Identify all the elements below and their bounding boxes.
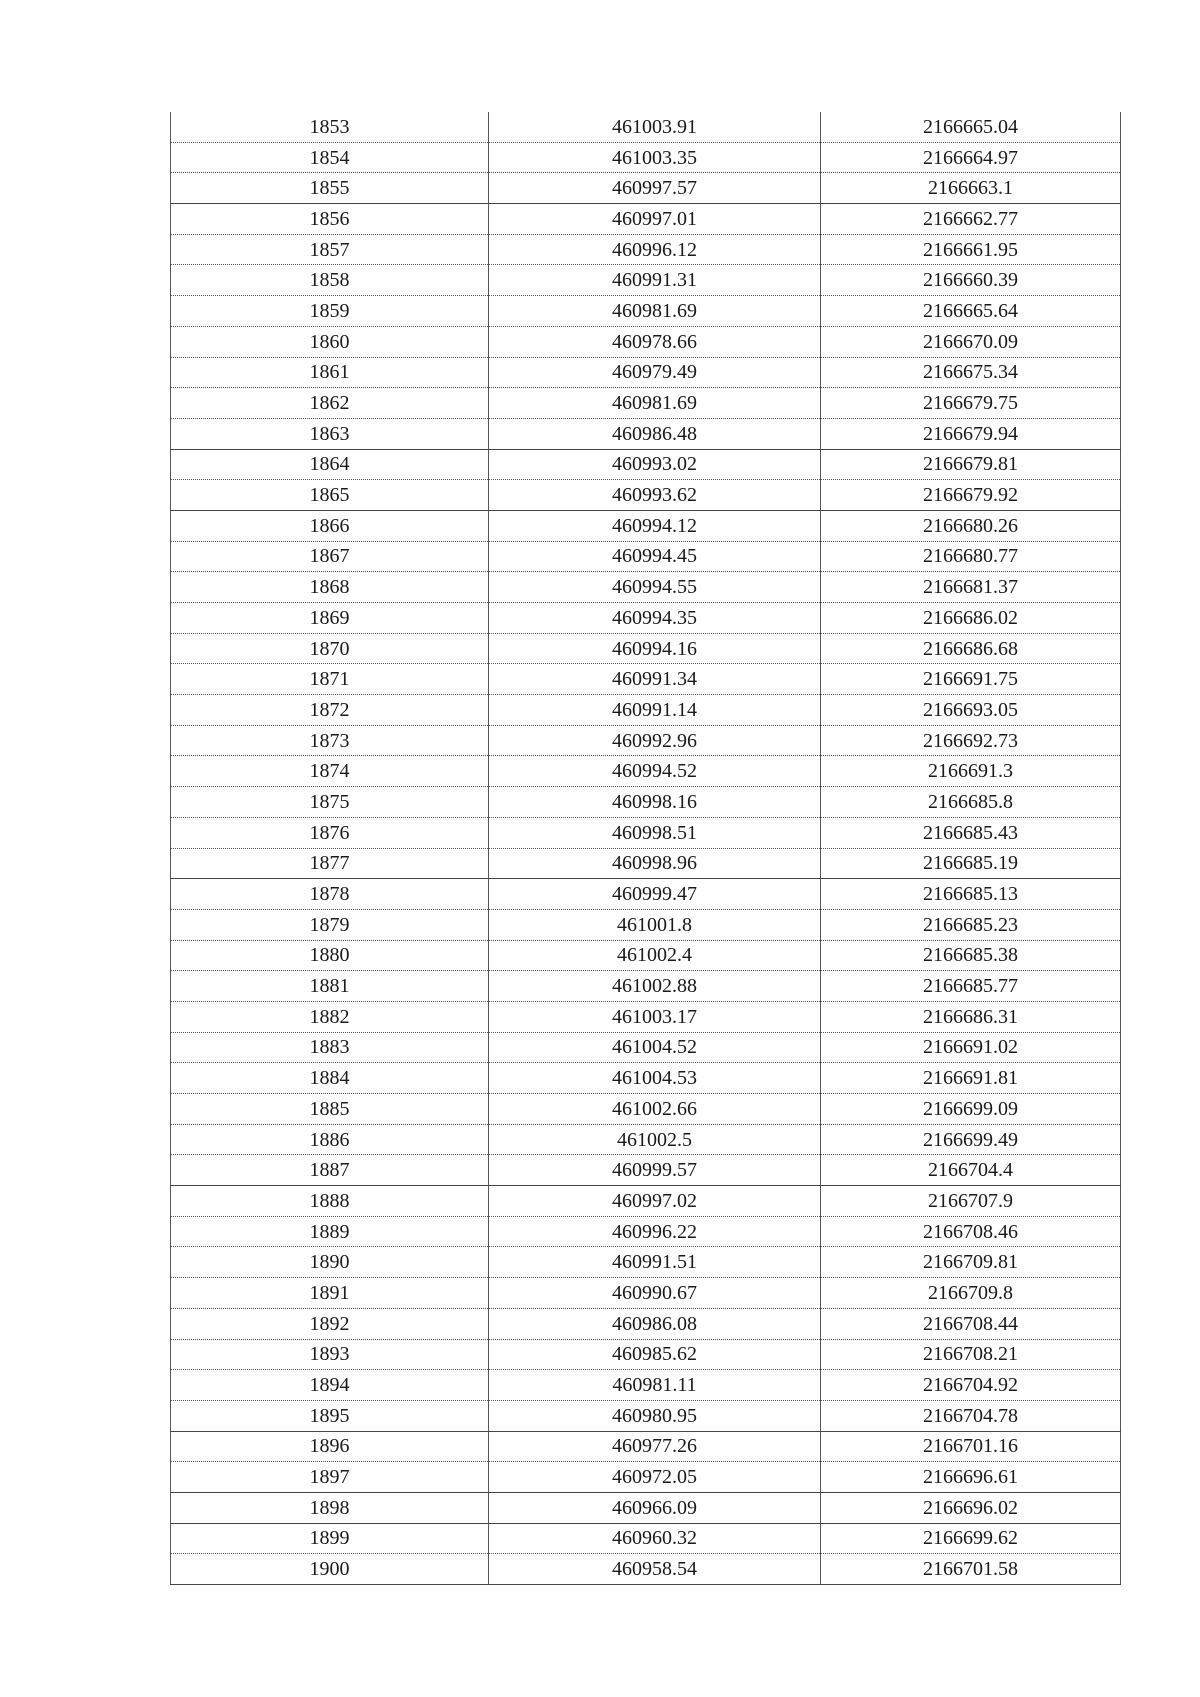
point-number-cell: 1870 [171,633,489,664]
point-number-cell: 1895 [171,1400,489,1431]
point-number-cell: 1891 [171,1278,489,1309]
table-row [171,234,1121,265]
table-row [171,1247,1121,1278]
table-row [171,1155,1121,1186]
x-coordinate-cell: 460985.62 [489,1339,821,1370]
y-coordinate-cell: 2166691.02 [821,1032,1121,1063]
x-coordinate-cell: 460999.47 [489,879,821,910]
table-row [171,265,1121,296]
coordinates-table [170,112,1121,1585]
point-number-cell: 1896 [171,1431,489,1462]
x-coordinate-cell: 460993.62 [489,480,821,511]
x-coordinate-cell: 461004.53 [489,1063,821,1094]
x-coordinate-cell: 460997.02 [489,1186,821,1217]
x-coordinate-cell: 460966.09 [489,1492,821,1523]
point-number-cell: 1860 [171,326,489,357]
point-number-cell: 1881 [171,971,489,1002]
y-coordinate-cell: 2166663.1 [821,173,1121,204]
point-number-cell: 1888 [171,1186,489,1217]
x-coordinate-cell: 460980.95 [489,1400,821,1431]
table-row [171,204,1121,235]
table-row [171,1278,1121,1309]
x-coordinate-cell: 460997.57 [489,173,821,204]
y-coordinate-cell: 2166670.09 [821,326,1121,357]
table-row [171,909,1121,940]
x-coordinate-cell: 460998.51 [489,817,821,848]
x-coordinate-cell: 460994.52 [489,756,821,787]
table-row [171,1462,1121,1493]
point-number-cell: 1884 [171,1063,489,1094]
y-coordinate-cell: 2166701.58 [821,1554,1121,1585]
y-coordinate-cell: 2166709.81 [821,1247,1121,1278]
point-number-cell: 1857 [171,234,489,265]
x-coordinate-cell: 460977.26 [489,1431,821,1462]
y-coordinate-cell: 2166662.77 [821,204,1121,235]
x-coordinate-cell: 460998.16 [489,787,821,818]
table-row [171,1431,1121,1462]
point-number-cell: 1893 [171,1339,489,1370]
x-coordinate-cell: 461003.91 [489,112,821,142]
table-row [171,112,1121,142]
table-row [171,940,1121,971]
point-number-cell: 1866 [171,510,489,541]
y-coordinate-cell: 2166685.19 [821,848,1121,879]
point-number-cell: 1878 [171,879,489,910]
y-coordinate-cell: 2166709.8 [821,1278,1121,1309]
point-number-cell: 1854 [171,142,489,173]
y-coordinate-cell: 2166699.49 [821,1124,1121,1155]
y-coordinate-cell: 2166704.4 [821,1155,1121,1186]
point-number-cell: 1890 [171,1247,489,1278]
y-coordinate-cell: 2166685.43 [821,817,1121,848]
y-coordinate-cell: 2166665.04 [821,112,1121,142]
y-coordinate-cell: 2166686.68 [821,633,1121,664]
coordinates-table-body [171,112,1121,1585]
point-number-cell: 1887 [171,1155,489,1186]
point-number-cell: 1900 [171,1554,489,1585]
x-coordinate-cell: 460979.49 [489,357,821,388]
table-row [171,326,1121,357]
x-coordinate-cell: 461004.52 [489,1032,821,1063]
y-coordinate-cell: 2166679.75 [821,388,1121,419]
table-row [171,879,1121,910]
point-number-cell: 1892 [171,1308,489,1339]
x-coordinate-cell: 461002.88 [489,971,821,1002]
point-number-cell: 1875 [171,787,489,818]
point-number-cell: 1897 [171,1462,489,1493]
point-number-cell: 1868 [171,572,489,603]
table-row [171,357,1121,388]
x-coordinate-cell: 460991.14 [489,695,821,726]
table-row [171,541,1121,572]
point-number-cell: 1876 [171,817,489,848]
x-coordinate-cell: 460990.67 [489,1278,821,1309]
x-coordinate-cell: 460993.02 [489,449,821,480]
y-coordinate-cell: 2166679.81 [821,449,1121,480]
y-coordinate-cell: 2166680.77 [821,541,1121,572]
x-coordinate-cell: 460992.96 [489,725,821,756]
y-coordinate-cell: 2166699.62 [821,1523,1121,1554]
x-coordinate-cell: 460997.01 [489,204,821,235]
table-row [171,725,1121,756]
table-row [171,1370,1121,1401]
point-number-cell: 1864 [171,449,489,480]
y-coordinate-cell: 2166696.61 [821,1462,1121,1493]
y-coordinate-cell: 2166692.73 [821,725,1121,756]
point-number-cell: 1872 [171,695,489,726]
point-number-cell: 1867 [171,541,489,572]
y-coordinate-cell: 2166685.38 [821,940,1121,971]
x-coordinate-cell: 461003.35 [489,142,821,173]
y-coordinate-cell: 2166685.8 [821,787,1121,818]
point-number-cell: 1863 [171,418,489,449]
x-coordinate-cell: 460991.51 [489,1247,821,1278]
point-number-cell: 1859 [171,296,489,327]
y-coordinate-cell: 2166708.21 [821,1339,1121,1370]
x-coordinate-cell: 460960.32 [489,1523,821,1554]
table-row [171,971,1121,1002]
y-coordinate-cell: 2166660.39 [821,265,1121,296]
y-coordinate-cell: 2166691.81 [821,1063,1121,1094]
table-row [171,296,1121,327]
y-coordinate-cell: 2166664.97 [821,142,1121,173]
point-number-cell: 1865 [171,480,489,511]
table-row [171,633,1121,664]
y-coordinate-cell: 2166675.34 [821,357,1121,388]
x-coordinate-cell: 460978.66 [489,326,821,357]
y-coordinate-cell: 2166696.02 [821,1492,1121,1523]
table-row [171,756,1121,787]
x-coordinate-cell: 460996.12 [489,234,821,265]
point-number-cell: 1885 [171,1094,489,1125]
table-row [171,388,1121,419]
y-coordinate-cell: 2166704.92 [821,1370,1121,1401]
point-number-cell: 1856 [171,204,489,235]
y-coordinate-cell: 2166686.31 [821,1001,1121,1032]
table-row [171,1339,1121,1370]
table-row [171,1001,1121,1032]
table-row [171,1186,1121,1217]
y-coordinate-cell: 2166679.92 [821,480,1121,511]
y-coordinate-cell: 2166685.23 [821,909,1121,940]
table-row [171,510,1121,541]
x-coordinate-cell: 460996.22 [489,1216,821,1247]
point-number-cell: 1855 [171,173,489,204]
y-coordinate-cell: 2166665.64 [821,296,1121,327]
x-coordinate-cell: 460994.45 [489,541,821,572]
table-row [171,1400,1121,1431]
x-coordinate-cell: 460999.57 [489,1155,821,1186]
table-row [171,1124,1121,1155]
x-coordinate-cell: 460994.55 [489,572,821,603]
x-coordinate-cell: 460981.69 [489,388,821,419]
x-coordinate-cell: 460994.12 [489,510,821,541]
x-coordinate-cell: 460986.08 [489,1308,821,1339]
point-number-cell: 1871 [171,664,489,695]
point-number-cell: 1877 [171,848,489,879]
y-coordinate-cell: 2166707.9 [821,1186,1121,1217]
table-row [171,695,1121,726]
table-row [171,848,1121,879]
table-row [171,1492,1121,1523]
point-number-cell: 1882 [171,1001,489,1032]
table-row [171,173,1121,204]
x-coordinate-cell: 460958.54 [489,1554,821,1585]
table-row [171,787,1121,818]
x-coordinate-cell: 461002.66 [489,1094,821,1125]
table-row [171,418,1121,449]
point-number-cell: 1858 [171,265,489,296]
point-number-cell: 1874 [171,756,489,787]
x-coordinate-cell: 460994.35 [489,603,821,634]
y-coordinate-cell: 2166708.44 [821,1308,1121,1339]
point-number-cell: 1898 [171,1492,489,1523]
point-number-cell: 1880 [171,940,489,971]
x-coordinate-cell: 460994.16 [489,633,821,664]
y-coordinate-cell: 2166661.95 [821,234,1121,265]
x-coordinate-cell: 460986.48 [489,418,821,449]
y-coordinate-cell: 2166691.3 [821,756,1121,787]
table-row [171,1523,1121,1554]
x-coordinate-cell: 460972.05 [489,1462,821,1493]
x-coordinate-cell: 460991.34 [489,664,821,695]
point-number-cell: 1853 [171,112,489,142]
table-row [171,1063,1121,1094]
point-number-cell: 1883 [171,1032,489,1063]
point-number-cell: 1879 [171,909,489,940]
point-number-cell: 1869 [171,603,489,634]
table-row [171,572,1121,603]
table-row [171,1094,1121,1125]
x-coordinate-cell: 460991.31 [489,265,821,296]
table-row [171,664,1121,695]
y-coordinate-cell: 2166681.37 [821,572,1121,603]
table-row [171,817,1121,848]
table-row [171,603,1121,634]
x-coordinate-cell: 461001.8 [489,909,821,940]
table-row [171,1554,1121,1585]
point-number-cell: 1862 [171,388,489,419]
y-coordinate-cell: 2166701.16 [821,1431,1121,1462]
table-row [171,1032,1121,1063]
y-coordinate-cell: 2166691.75 [821,664,1121,695]
point-number-cell: 1894 [171,1370,489,1401]
table-row [171,480,1121,511]
x-coordinate-cell: 461002.4 [489,940,821,971]
y-coordinate-cell: 2166708.46 [821,1216,1121,1247]
point-number-cell: 1886 [171,1124,489,1155]
table-row [171,449,1121,480]
y-coordinate-cell: 2166704.78 [821,1400,1121,1431]
y-coordinate-cell: 2166685.13 [821,879,1121,910]
table-row [171,1216,1121,1247]
y-coordinate-cell: 2166680.26 [821,510,1121,541]
y-coordinate-cell: 2166693.05 [821,695,1121,726]
point-number-cell: 1889 [171,1216,489,1247]
y-coordinate-cell: 2166699.09 [821,1094,1121,1125]
point-number-cell: 1899 [171,1523,489,1554]
point-number-cell: 1873 [171,725,489,756]
y-coordinate-cell: 2166686.02 [821,603,1121,634]
y-coordinate-cell: 2166685.77 [821,971,1121,1002]
x-coordinate-cell: 460998.96 [489,848,821,879]
x-coordinate-cell: 460981.11 [489,1370,821,1401]
table-row [171,142,1121,173]
point-number-cell: 1861 [171,357,489,388]
x-coordinate-cell: 461002.5 [489,1124,821,1155]
table-row [171,1308,1121,1339]
x-coordinate-cell: 461003.17 [489,1001,821,1032]
x-coordinate-cell: 460981.69 [489,296,821,327]
y-coordinate-cell: 2166679.94 [821,418,1121,449]
